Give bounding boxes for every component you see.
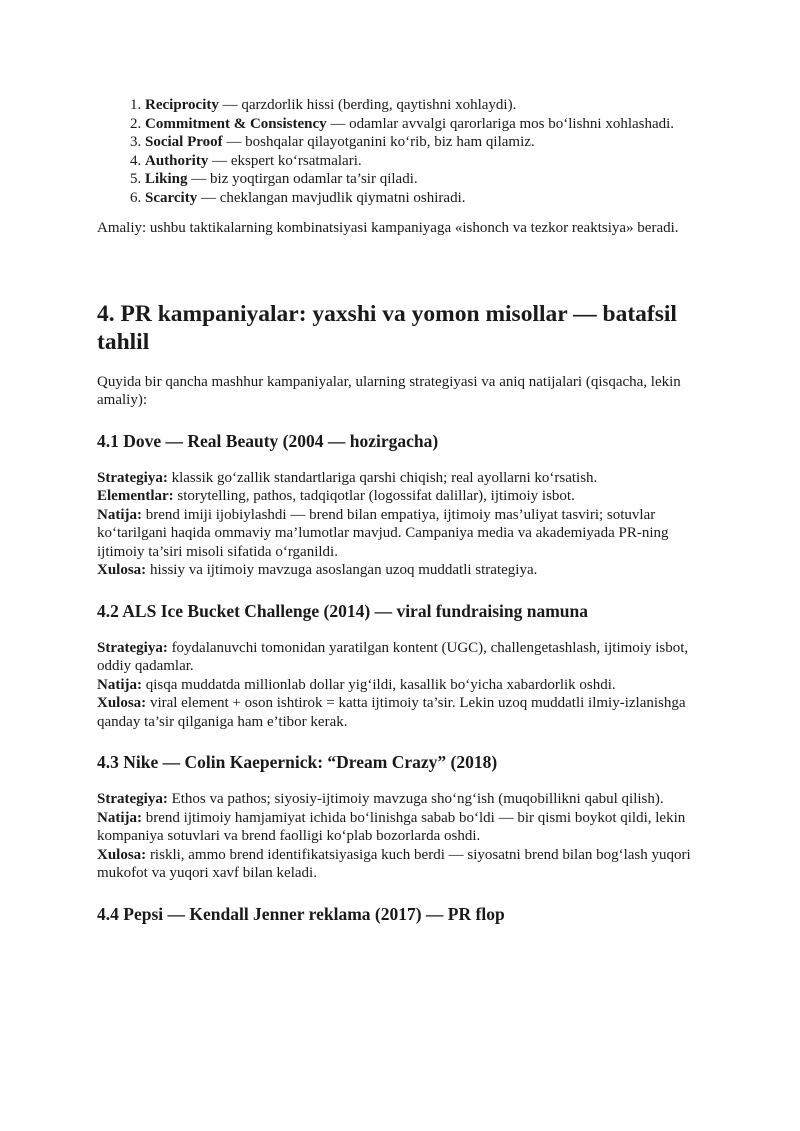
case-line-label: Natija:: [97, 506, 142, 523]
case-line-text: storytelling, pathos, tadqiqotlar (logossifat dalillar), ijtimoiy isbot.: [173, 488, 575, 504]
principle-term: Authority: [145, 152, 209, 169]
case-line-label: Elementlar:: [97, 488, 174, 504]
list-item: [145, 115, 705, 134]
section-intro: Quyida bir qancha mashhur kampaniyalar, ularning strategiyasi va aniq natijalari (qisqacha, lekin amaliy):: [97, 373, 681, 408]
case-line-text: klassik go‘zallik standartlariga qarshi chiqish; real ayollarni ko‘rsatish.: [167, 469, 598, 486]
principle-desc: — biz yoqtirgan odamlar ta’sir qiladi.: [187, 171, 418, 187]
case-line-text: brend imiji ijobiylashdi — brend bilan empatiya, ijtimoiy mas’uliyat tasviri; sotuvlar ko‘tarilgani haqida ommaviy ma’lumotlar mavjud. Campaniya media va akademiyada PR-ning ijtimoiy ta’siri misoli sifatida o‘rganildi.: [97, 506, 669, 560]
case-line-text: brend ijtimoiy hamjamiyat ichida bo‘linishga sabab bo‘ldi — bir qismi boykot qildi, lekin kompaniya sotuvlari va brend faolligi ko‘plab bozorlarda oshdi.: [97, 809, 686, 844]
case-line: [97, 694, 705, 731]
case-line-text: hissiy va ijtimoiy mavzuga asoslangan uzoq muddatli strategiya.: [146, 562, 538, 578]
case-line-label: Natija:: [97, 676, 142, 693]
case-line-label: Strategiya:: [97, 639, 168, 656]
case-line-text: riskli, ammo brend identifikatsiyasiga kuch berdi — siyosatni brend bilan bog‘lash yuqori mukofot va yuqori xavf bilan keladi.: [97, 846, 691, 881]
case-line: [97, 639, 705, 676]
case-line: [97, 506, 705, 562]
list-item: [145, 133, 705, 152]
case-line: [97, 790, 705, 809]
principle-desc: — cheklangan mavjudlik qiymatni oshiradi.: [197, 189, 466, 206]
case-line-text: viral element + oson ishtirok = katta ijtimoiy ta’sir. Lekin uzoq muddatli ilmiy-izlanishga qanday ta’sir qilganiga ham e’tibor kerak.: [97, 695, 686, 730]
case-line-text: qisqa muddatda millionlab dollar yig‘ildi, kasallik bo‘yicha xabardorlik oshdi.: [142, 676, 616, 693]
case-line: [97, 676, 705, 695]
principle-term: Social Proof: [145, 134, 223, 150]
case-line: [97, 561, 705, 580]
principle-desc: — qarzdorlik hissi (berding, qaytishni xohlaydi).: [218, 97, 517, 113]
list-item: [145, 96, 705, 115]
principle-desc: — odamlar avvalgi qarorlariga mos bo‘lishni xohlashadi.: [326, 115, 675, 132]
practical-note: Amaliy: ushbu taktikalarning kombinatsiyasi kampaniyaga «ishonch va tezkor reaktsiya» beradi.: [97, 220, 679, 236]
case-line-text: Ethos va pathos; siyosiy-ijtimoiy mavzuga sho‘ng‘ish (muqobillikni qabul qilish).: [167, 791, 664, 807]
case-line-label: Natija:: [97, 809, 142, 826]
case-heading-als: 4.2 ALS Ice Bucket Challenge (2014) — viral fundraising namuna: [97, 600, 589, 621]
list-item: [145, 170, 705, 189]
case-line-text: foydalanuvchi tomonidan yaratilgan kontent (UGC), challengetashlash, ijtimoiy isbot, oddiy qadamlar.: [97, 639, 689, 674]
case-heading-nike: 4.3 Nike — Colin Kaepernick: “Dream Crazy” (2018): [97, 752, 498, 772]
document-page: [97, 96, 705, 925]
case-heading-pepsi: 4.4 Pepsi — Kendall Jenner reklama (2017) — PR flop: [97, 903, 505, 924]
case-heading-dove: 4.1 Dove — Real Beauty (2004 — hozirgacha): [97, 430, 439, 451]
case-line-label: Strategiya:: [97, 791, 168, 807]
principles-list: [97, 96, 705, 207]
case-line: [97, 846, 705, 883]
principle-term: Reciprocity: [145, 97, 219, 113]
principle-term: Scarcity: [145, 189, 198, 206]
case-line: [97, 487, 705, 506]
principle-term: Commitment & Consistency: [145, 115, 327, 132]
section-heading: 4. PR kampaniyalar: yaxshi va yomon misollar — batafsil tahlil: [97, 300, 677, 355]
case-body-dove: [97, 469, 705, 580]
case-line-label: Xulosa:: [97, 695, 147, 711]
case-line: [97, 469, 705, 488]
case-line-label: Xulosa:: [97, 846, 147, 863]
case-line: [97, 809, 705, 846]
principle-desc: — ekspert ko‘rsatmalari.: [208, 152, 362, 169]
principle-term: Liking: [145, 171, 188, 187]
list-item: [145, 189, 705, 208]
list-item: [145, 152, 705, 171]
case-body-nike: [97, 790, 705, 883]
principle-desc: — boshqalar qilayotganini ko‘rib, biz ham qilamiz.: [222, 134, 535, 150]
case-line-label: Xulosa:: [97, 562, 147, 578]
case-body-als: [97, 639, 705, 732]
case-line-label: Strategiya:: [97, 469, 168, 486]
